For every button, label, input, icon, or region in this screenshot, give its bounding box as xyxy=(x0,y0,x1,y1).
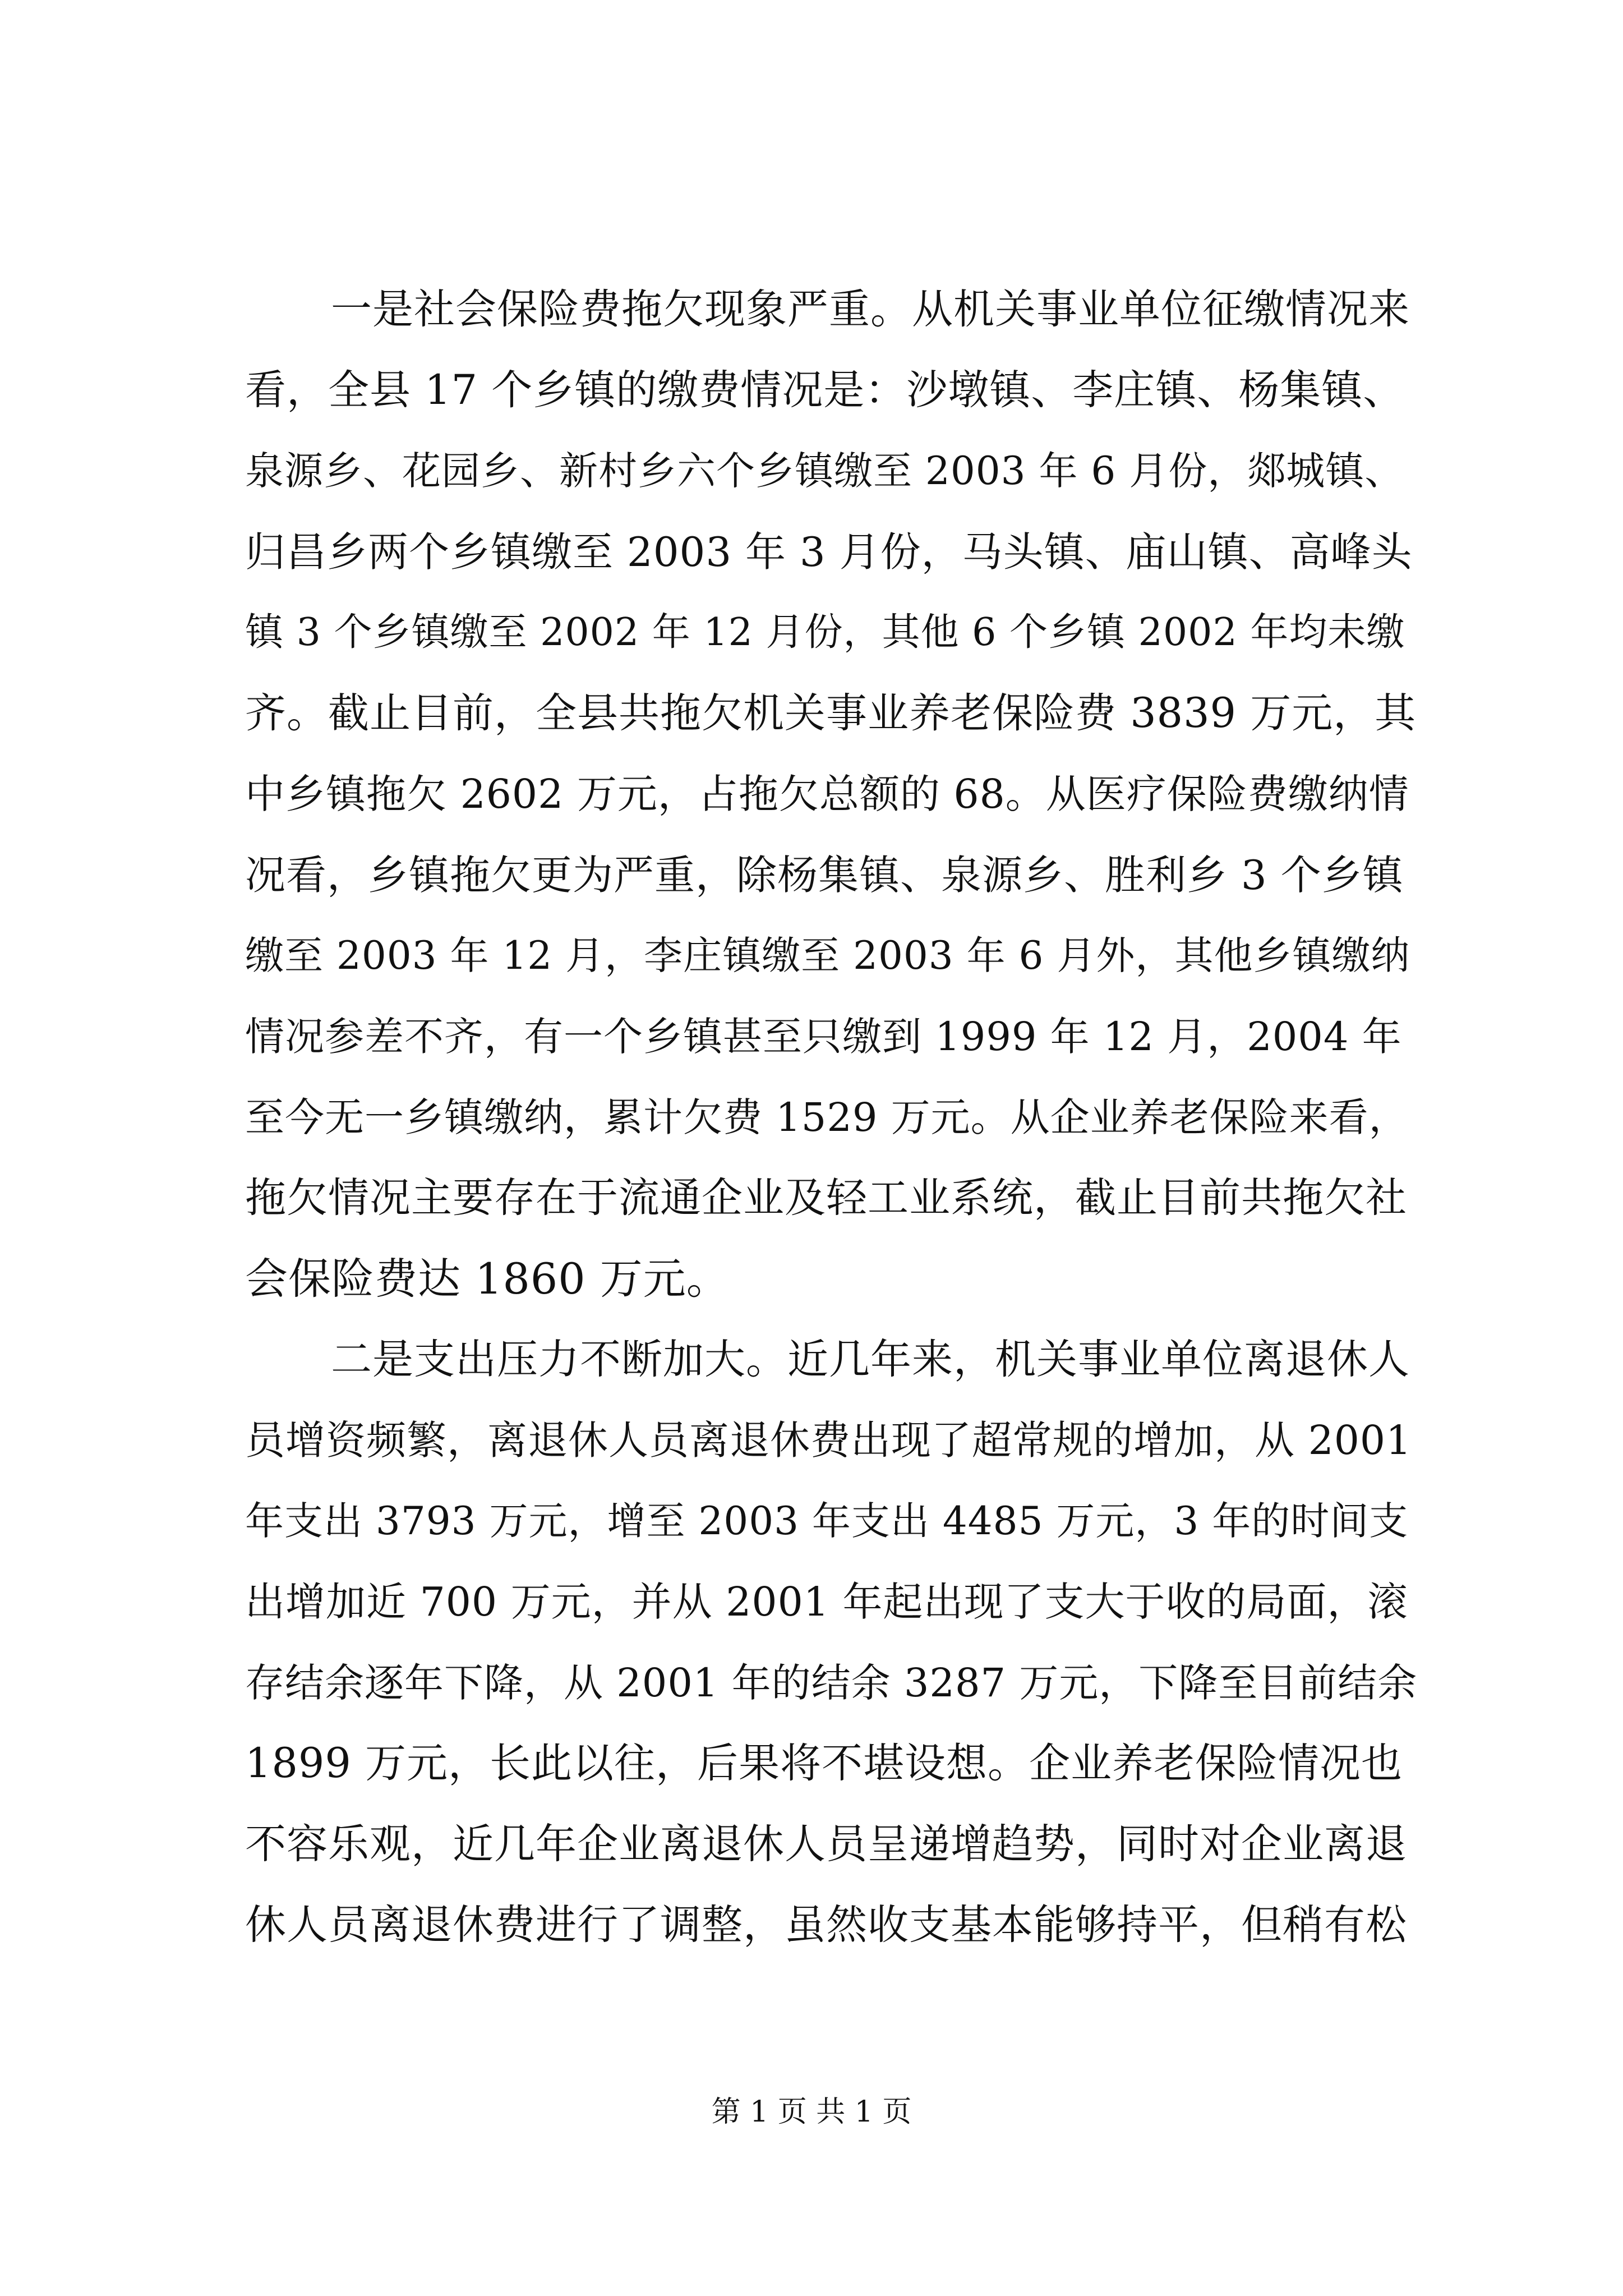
paragraph-1-line-3: 泉源乡、花园乡、新村乡六个乡镇缴至 2003 年 6 月份，郯城镇、 xyxy=(245,449,1404,494)
paragraph-2-line-4: 出增加近 700 万元，并从 2001 年起出现了支大于收的局面，滚 xyxy=(245,1579,1408,1625)
paragraph-2-line-8: 休人员离退休费进行了调整，虽然收支基本能够持平，但稍有松 xyxy=(245,1901,1407,1949)
paragraph-1-line-1: 一是社会保险费拖欠现象严重。从机关事业单位征缴情况来 xyxy=(331,286,1410,333)
paragraph-1-line-5: 镇 3 个乡镇缴至 2002 年 12 月份，其他 6 个乡镇 2002 年均未缴 xyxy=(245,610,1405,655)
paragraph-1-line-2: 看，全县 17 个乡镇的缴费情况是：沙墩镇、李庄镇、杨集镇、 xyxy=(245,366,1405,414)
paragraph-1-line-10: 情况参差不齐，有一个乡镇甚至只缴到 1999 年 12 月，2004 年 xyxy=(245,1014,1402,1060)
paragraph-1-line-6: 齐。截止目前，全县共拖欠机关事业养老保险费 3839 万元，其 xyxy=(245,689,1417,737)
document-body xyxy=(245,269,1417,1966)
paragraph-1-line-12: 拖欠情况主要存在于流通企业及轻工业系统，截止目前共拖欠社 xyxy=(245,1174,1407,1222)
paragraph-2-line-2: 员增资频繁，离退休人员离退休费出现了超常规的增加，从 2001 xyxy=(245,1417,1412,1464)
paragraph-1-line-8: 况看，乡镇拖欠更为严重，除杨集镇、泉源乡、胜利乡 3 个乡镇 xyxy=(245,852,1404,899)
paragraph-2-line-6: 1899 万元，长此以往，后果将不堪设想。企业养老保险情况也 xyxy=(245,1740,1403,1787)
paragraph-1-line-9: 缴至 2003 年 12 月，李庄镇缴至 2003 年 6 月外，其他乡镇缴纳 xyxy=(245,933,1410,978)
page-number-footer: 第 1 页 共 1 页 xyxy=(711,2095,912,2129)
paragraph-2-line-7: 不容乐观，近几年企业离退休人员呈递增趋势，同时对企业离退 xyxy=(245,1820,1407,1868)
paragraph-1-line-13: 会保险费达 1860 万元。 xyxy=(245,1254,730,1304)
paragraph-2-line-3: 年支出 3793 万元，增至 2003 年支出 4485 万元，3 年的时间支 xyxy=(245,1499,1409,1544)
paragraph-1-line-11: 至今无一乡镇缴纳，累计欠费 1529 万元。从企业养老保险来看， xyxy=(245,1094,1409,1140)
paragraph-1-line-7: 中乡镇拖欠 2602 万元，占拖欠总额的 68。从医疗保险费缴纳情 xyxy=(245,771,1409,817)
paragraph-2-line-1: 二是支出压力不断加大。近几年来，机关事业单位离退休人 xyxy=(331,1336,1410,1383)
paragraph-2-line-5: 存结余逐年下降，从 2001 年的结余 3287 万元，下降至目前结余 xyxy=(245,1660,1418,1706)
paragraph-1-line-4: 归昌乡两个乡镇缴至 2003 年 3 月份，马头镇、庙山镇、高峰头 xyxy=(245,528,1413,576)
